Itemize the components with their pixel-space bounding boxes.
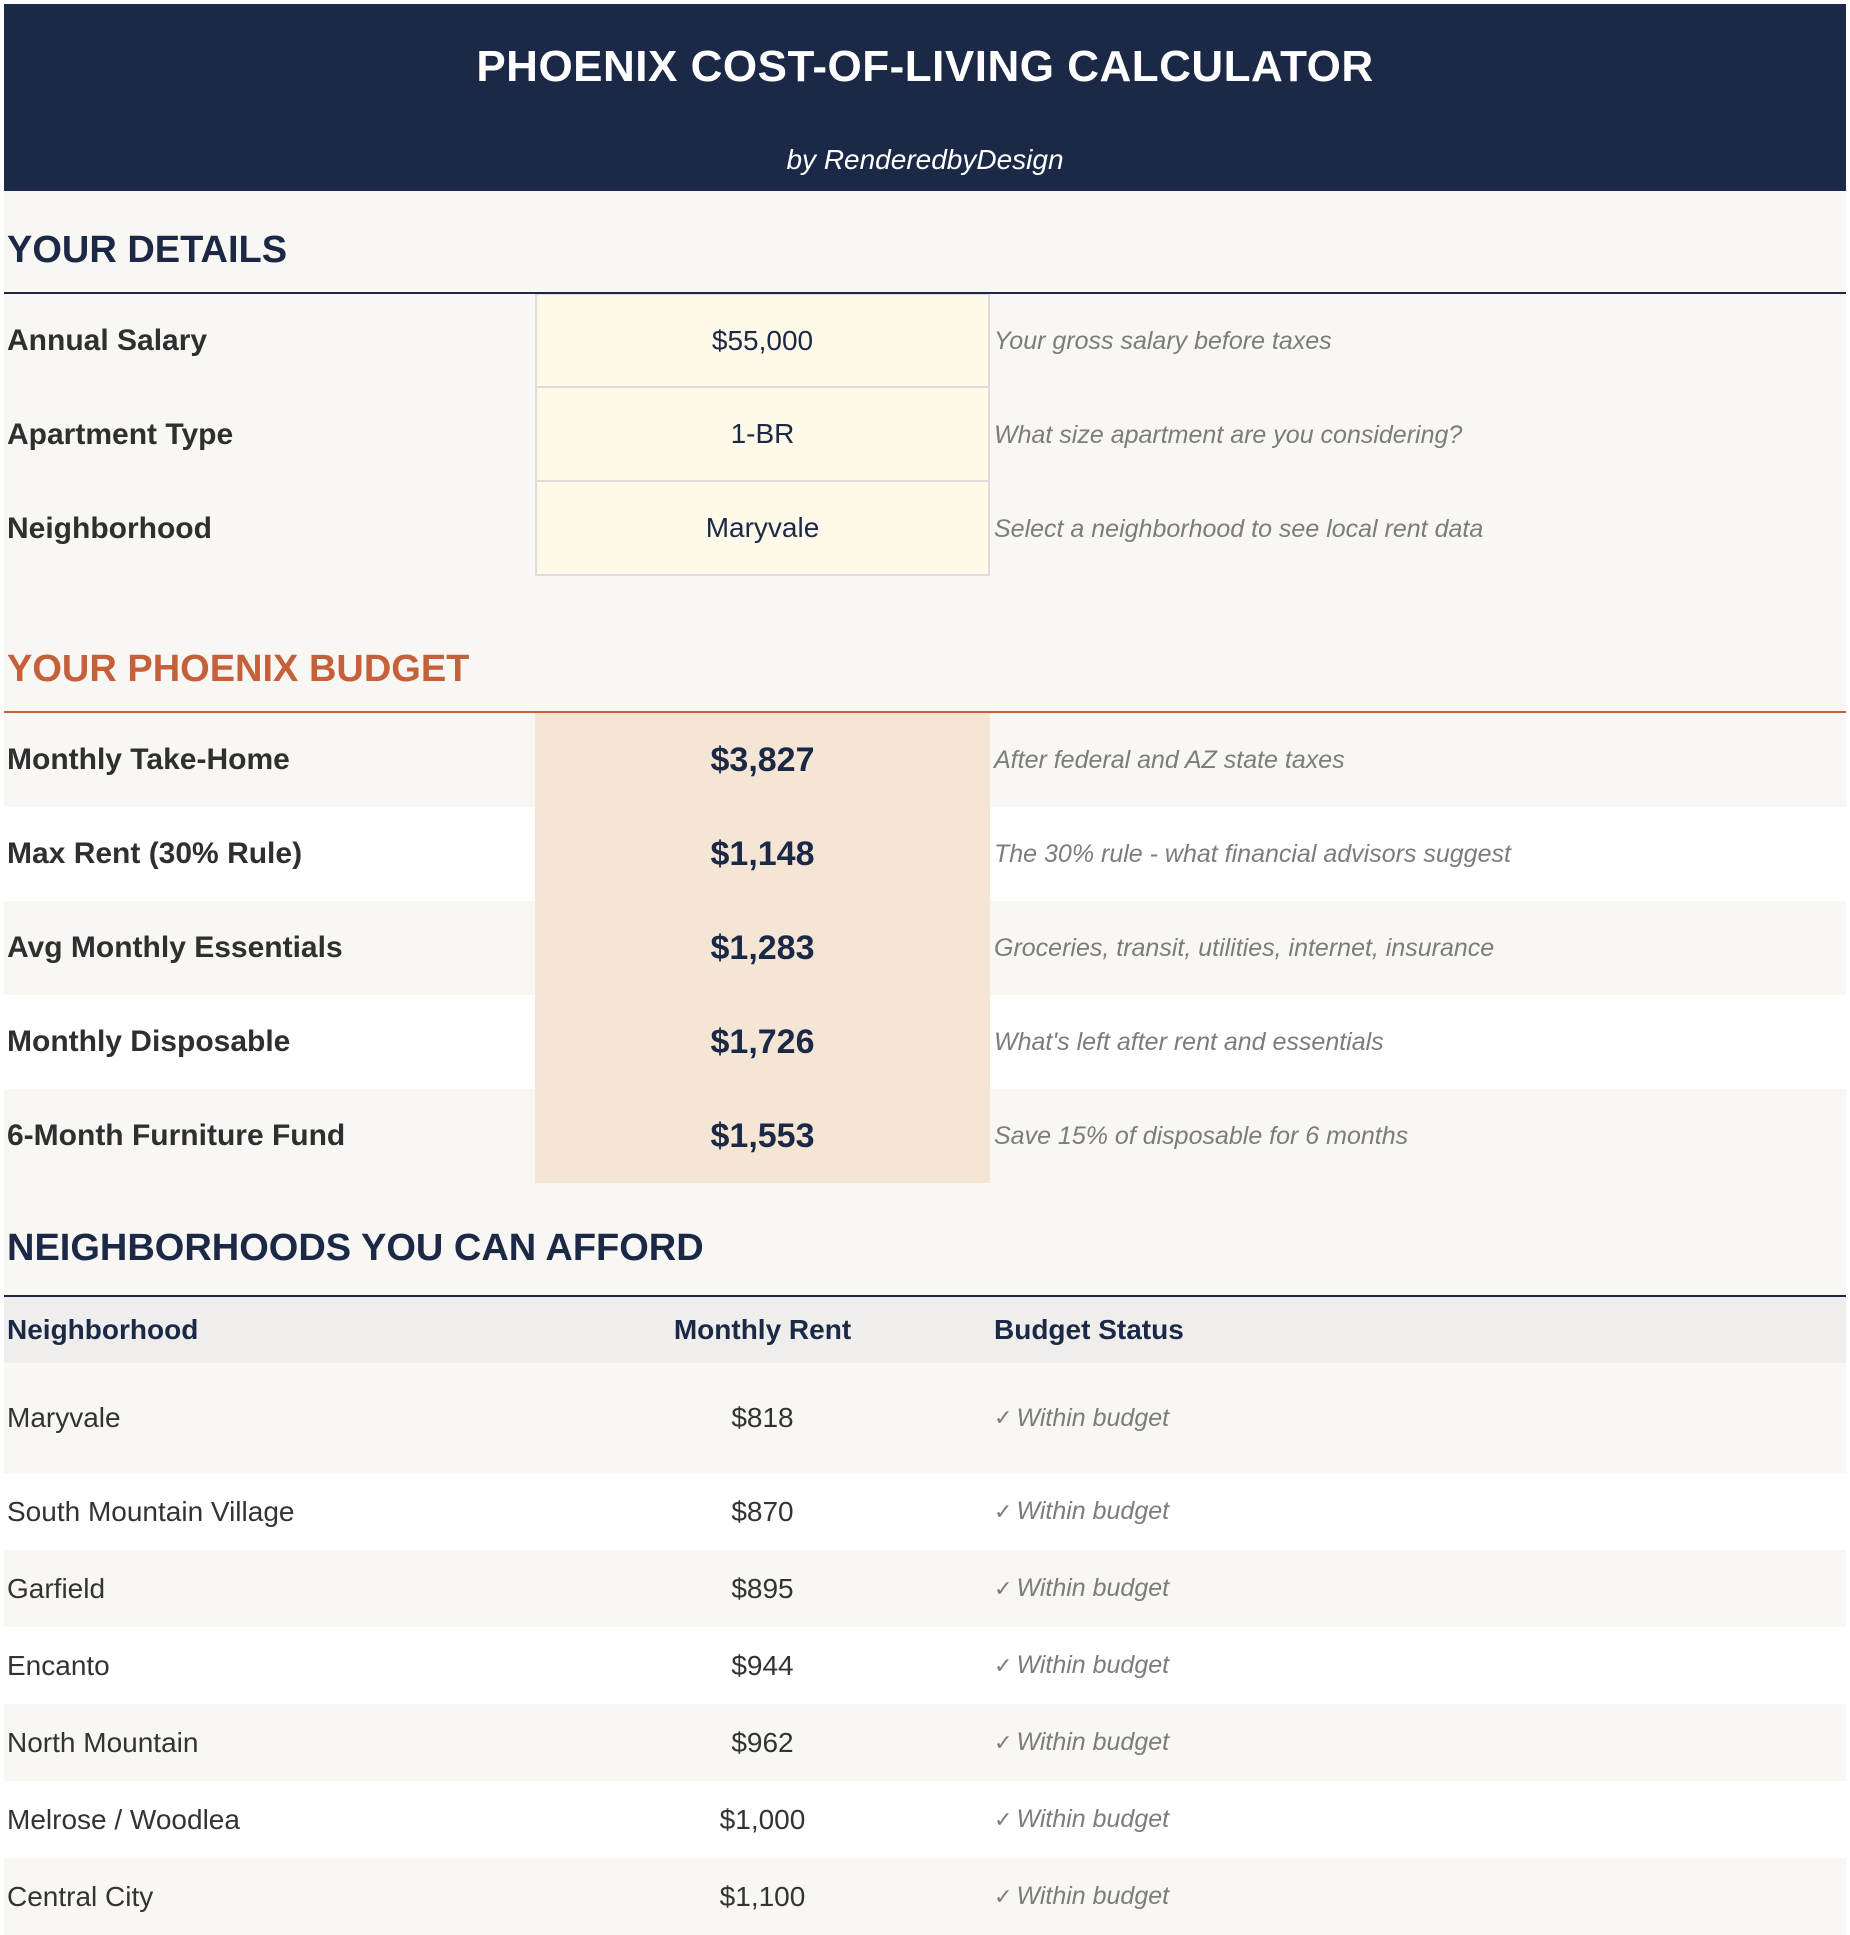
detail-note: Select a neighborhood to see local rent data — [994, 514, 1484, 543]
status-text: Within budget — [1016, 1403, 1170, 1432]
table-row — [4, 1781, 1846, 1858]
column-header-monthly-rent: Monthly Rent — [673, 1314, 852, 1345]
neighborhood-cell[interactable]: North Mountain — [7, 1726, 199, 1758]
status-cell[interactable] — [990, 1781, 1846, 1858]
detail-label: Annual Salary — [7, 324, 208, 357]
status-cell[interactable] — [990, 1858, 1846, 1935]
budget-label: 6-Month Furniture Fund — [7, 1119, 346, 1152]
budget-note: The 30% rule - what financial advisors suggest — [994, 839, 1511, 868]
salary-input-cell[interactable]: $55,000 — [535, 294, 990, 388]
byline: by RenderedbyDesign — [786, 144, 1064, 175]
section-phoenix-budget — [4, 610, 1846, 713]
status-cell[interactable] — [990, 1363, 1846, 1473]
status-text: Within budget — [1016, 1728, 1170, 1756]
budget-row-essentials — [4, 901, 1846, 995]
calculator-sheet — [4, 4, 1846, 1935]
status-text: Within budget — [1016, 1882, 1170, 1910]
table-row — [4, 1473, 1846, 1550]
budget-note: After federal and AZ state taxes — [994, 745, 1345, 774]
rent-cell[interactable]: $1,000 — [719, 1803, 806, 1835]
budget-note: What's left after rent and essentials — [994, 1027, 1384, 1056]
budget-label: Max Rent (30% Rule) — [7, 837, 303, 870]
section-heading: YOUR DETAILS — [7, 229, 288, 271]
detail-label: Apartment Type — [7, 418, 234, 451]
neighborhood-cell[interactable]: South Mountain Village — [7, 1495, 295, 1527]
rent-cell[interactable]: $895 — [731, 1572, 794, 1604]
detail-note: Your gross salary before taxes — [994, 326, 1332, 355]
status-text: Within budget — [1016, 1651, 1170, 1679]
neighborhood-cell[interactable]: Garfield — [7, 1572, 106, 1604]
checkmark-icon: ✓ — [994, 1575, 1013, 1601]
detail-label: Neighborhood — [7, 512, 212, 545]
checkmark-icon: ✓ — [994, 1883, 1013, 1909]
status-cell[interactable] — [990, 1550, 1846, 1627]
spacer — [4, 576, 1846, 610]
budget-row-take-home — [4, 713, 1846, 807]
neighborhood-cell[interactable]: Encanto — [7, 1649, 110, 1681]
status-cell[interactable] — [990, 1473, 1846, 1550]
table-row — [4, 1858, 1846, 1935]
section-neighborhoods-afford — [4, 1197, 1846, 1297]
budget-row-furniture-fund — [4, 1089, 1846, 1183]
title-banner — [4, 4, 1846, 191]
neighborhood-cell[interactable]: Melrose / Woodlea — [7, 1803, 240, 1835]
column-header-budget-status: Budget Status — [994, 1314, 1184, 1345]
table-header-row — [4, 1297, 1846, 1363]
budget-value-cell[interactable]: $1,726 — [535, 995, 990, 1089]
budget-label: Avg Monthly Essentials — [7, 931, 343, 964]
checkmark-icon: ✓ — [994, 1405, 1013, 1430]
budget-value-cell[interactable]: $3,827 — [535, 713, 990, 807]
neighborhood-cell[interactable]: Central City — [7, 1880, 154, 1912]
budget-value-cell[interactable]: $1,283 — [535, 901, 990, 995]
status-text: Within budget — [1016, 1805, 1170, 1833]
table-row — [4, 1550, 1846, 1627]
status-text: Within budget — [1016, 1497, 1170, 1525]
budget-value-cell[interactable]: $1,148 — [535, 807, 990, 901]
rent-cell[interactable]: $1,100 — [719, 1880, 806, 1912]
table-row — [4, 1627, 1846, 1704]
table-row — [4, 1704, 1846, 1781]
section-heading: NEIGHBORHOODS YOU CAN AFFORD — [7, 1227, 704, 1269]
budget-label: Monthly Take-Home — [7, 743, 290, 776]
detail-row-neighborhood — [4, 482, 1846, 576]
budget-note: Save 15% of disposable for 6 months — [994, 1121, 1409, 1150]
apartment-type-dropdown-cell[interactable]: 1-BR — [535, 388, 990, 482]
detail-note: What size apartment are you considering? — [994, 420, 1463, 449]
section-heading: YOUR PHOENIX BUDGET — [7, 648, 470, 690]
status-cell[interactable] — [990, 1704, 1846, 1781]
budget-value-cell[interactable]: $1,553 — [535, 1089, 990, 1183]
checkmark-icon: ✓ — [994, 1806, 1013, 1832]
status-cell[interactable] — [990, 1627, 1846, 1704]
budget-label: Monthly Disposable — [7, 1025, 291, 1058]
checkmark-icon: ✓ — [994, 1652, 1013, 1678]
budget-note: Groceries, transit, utilities, internet, insurance — [994, 933, 1495, 962]
neighborhood-dropdown-cell[interactable]: Maryvale — [535, 482, 990, 576]
table-row — [4, 1363, 1846, 1473]
budget-row-disposable — [4, 995, 1846, 1089]
status-text: Within budget — [1016, 1574, 1170, 1602]
rent-cell[interactable]: $962 — [731, 1726, 794, 1758]
neighborhood-cell[interactable]: Maryvale — [7, 1402, 121, 1433]
rent-cell[interactable]: $944 — [731, 1649, 794, 1681]
checkmark-icon: ✓ — [994, 1498, 1013, 1524]
column-header-neighborhood: Neighborhood — [7, 1314, 199, 1345]
rent-cell[interactable]: $870 — [731, 1495, 794, 1527]
section-your-details — [4, 191, 1846, 294]
spacer — [4, 1183, 1846, 1197]
detail-row-salary — [4, 294, 1846, 388]
rent-cell[interactable]: $818 — [731, 1402, 794, 1433]
detail-row-apartment-type — [4, 388, 1846, 482]
budget-row-max-rent — [4, 807, 1846, 901]
page-title: PHOENIX COST-OF-LIVING CALCULATOR — [476, 42, 1374, 91]
checkmark-icon: ✓ — [994, 1729, 1013, 1755]
